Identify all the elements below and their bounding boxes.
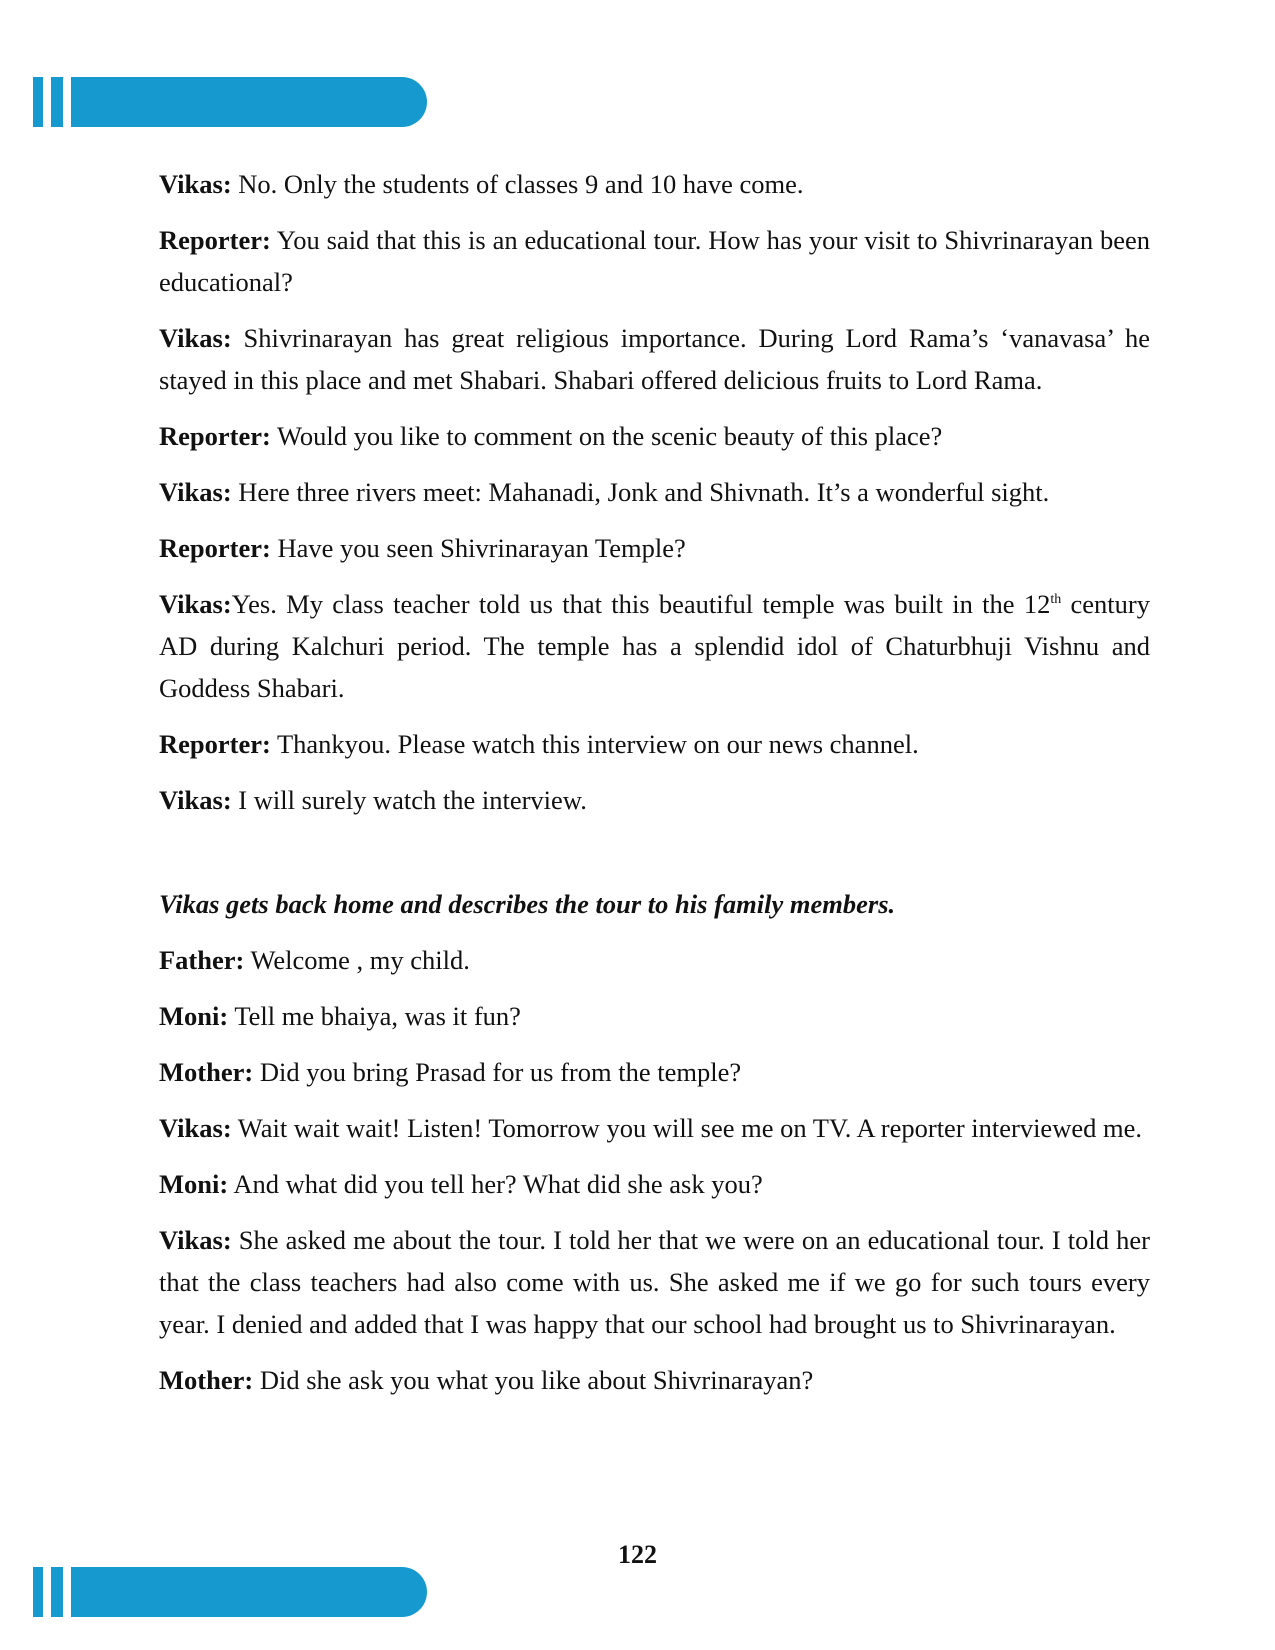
header-decorative-bar <box>33 77 427 127</box>
dialogue-line <box>159 995 1150 1037</box>
dialogue-text: No. Only the students of classes 9 and 10 have come. <box>231 169 804 199</box>
dialogue-text: Thankyou. Please watch this interview on our news channel. <box>270 729 919 759</box>
dialogue-line <box>159 1359 1150 1401</box>
bar-stripe <box>33 77 43 127</box>
dialogue-text: And what did you tell her? What did she ask you? <box>228 1169 763 1199</box>
dialogue-section-2 <box>159 723 1150 821</box>
dialogue-text: I will surely watch the interview. <box>231 785 587 815</box>
speaker-name: Vikas: <box>159 477 232 507</box>
bar-stripe <box>33 1567 43 1617</box>
dialogue-text: Welcome , my child. <box>244 945 470 975</box>
dialogue-line <box>159 317 1150 401</box>
speaker-name: Moni: <box>159 1001 229 1031</box>
dialogue-line <box>159 723 1150 765</box>
speaker-name: Mother: <box>159 1057 254 1087</box>
speaker-name: Reporter: <box>159 225 271 255</box>
page-content <box>159 163 1150 1415</box>
speaker-name: Reporter: <box>159 729 271 759</box>
speaker-name: Vikas: <box>159 1225 232 1255</box>
dialogue-text: Would you like to comment on the scenic beauty of this place? <box>270 421 943 451</box>
dialogue-line <box>159 939 1150 981</box>
dialogue-text: Did she ask you what you like about Shivrinarayan? <box>253 1365 814 1395</box>
speaker-name: Vikas: <box>159 785 232 815</box>
bar-stripe <box>51 1567 63 1617</box>
dialogue-line <box>159 415 1150 457</box>
dialogue-text: century AD during Kalchuri period. The temple has a splendid idol of Chaturbhuji Vishnu and Goddess Shabari. <box>159 589 1150 703</box>
dialogue-text: Here three rivers meet: Mahanadi, Jonk and Shivnath. It’s a wonderful sight. <box>231 477 1050 507</box>
bar-stripe <box>51 77 63 127</box>
dialogue-line <box>159 1107 1150 1149</box>
speaker-name: Reporter: <box>159 421 271 451</box>
dialogue-line <box>159 163 1150 205</box>
dialogue-text: Have you seen Shivrinarayan Temple? <box>270 533 686 563</box>
dialogue-text: Did you bring Prasad for us from the temple? <box>253 1057 742 1087</box>
dialogue-text: Wait wait wait! Listen! Tomorrow you will see me on TV. A reporter interviewed me. <box>231 1113 1142 1143</box>
dialogue-line <box>159 219 1150 303</box>
dialogue-text: Yes. My class teacher told us that this beautiful temple was built in the 12 <box>231 589 1051 619</box>
dialogue-line <box>159 779 1150 821</box>
dialogue-section-3 <box>159 939 1150 1401</box>
dialogue-text: She asked me about the tour. I told her that we were on an educational tour. I told her that the class teachers had also come with us. She asked me if we go for such tours every year. I denied and added that I was happy that our school had brought us to Shivrinarayan. <box>159 1225 1150 1339</box>
speaker-name: Vikas: <box>159 1113 232 1143</box>
dialogue-line <box>159 1163 1150 1205</box>
dialogue-line <box>159 471 1150 513</box>
dialogue-text: You said that this is an educational tour. How has your visit to Shivrinarayan been educational? <box>159 225 1150 297</box>
speaker-name: Moni: <box>159 1169 229 1199</box>
dialogue-line-temple <box>159 583 1150 709</box>
speaker-name: Reporter: <box>159 533 271 563</box>
speaker-name: Vikas: <box>159 169 232 199</box>
page-number: 122 <box>618 1540 657 1569</box>
narration-line: Vikas gets back home and describes the tour to his family members. <box>159 889 896 919</box>
speaker-name: Vikas: <box>159 589 232 619</box>
bar-body <box>71 77 427 127</box>
dialogue-section-1 <box>159 163 1150 569</box>
speaker-name: Vikas: <box>159 323 232 353</box>
speaker-name: Mother: <box>159 1365 254 1395</box>
dialogue-text: Shivrinarayan has great religious importance. During Lord Rama’s ‘vanavasa’ he stayed in this place and met Shabari. Shabari offered delicious fruits to Lord Rama. <box>159 323 1150 395</box>
dialogue-line <box>159 527 1150 569</box>
dialogue-line <box>159 1051 1150 1093</box>
dialogue-line <box>159 1219 1150 1345</box>
footer-decorative-bar <box>33 1567 427 1617</box>
speaker-name: Father: <box>159 945 245 975</box>
bar-body <box>71 1567 427 1617</box>
dialogue-text: Tell me bhaiya, was it fun? <box>228 1001 521 1031</box>
ordinal-suffix: th <box>1050 592 1062 608</box>
